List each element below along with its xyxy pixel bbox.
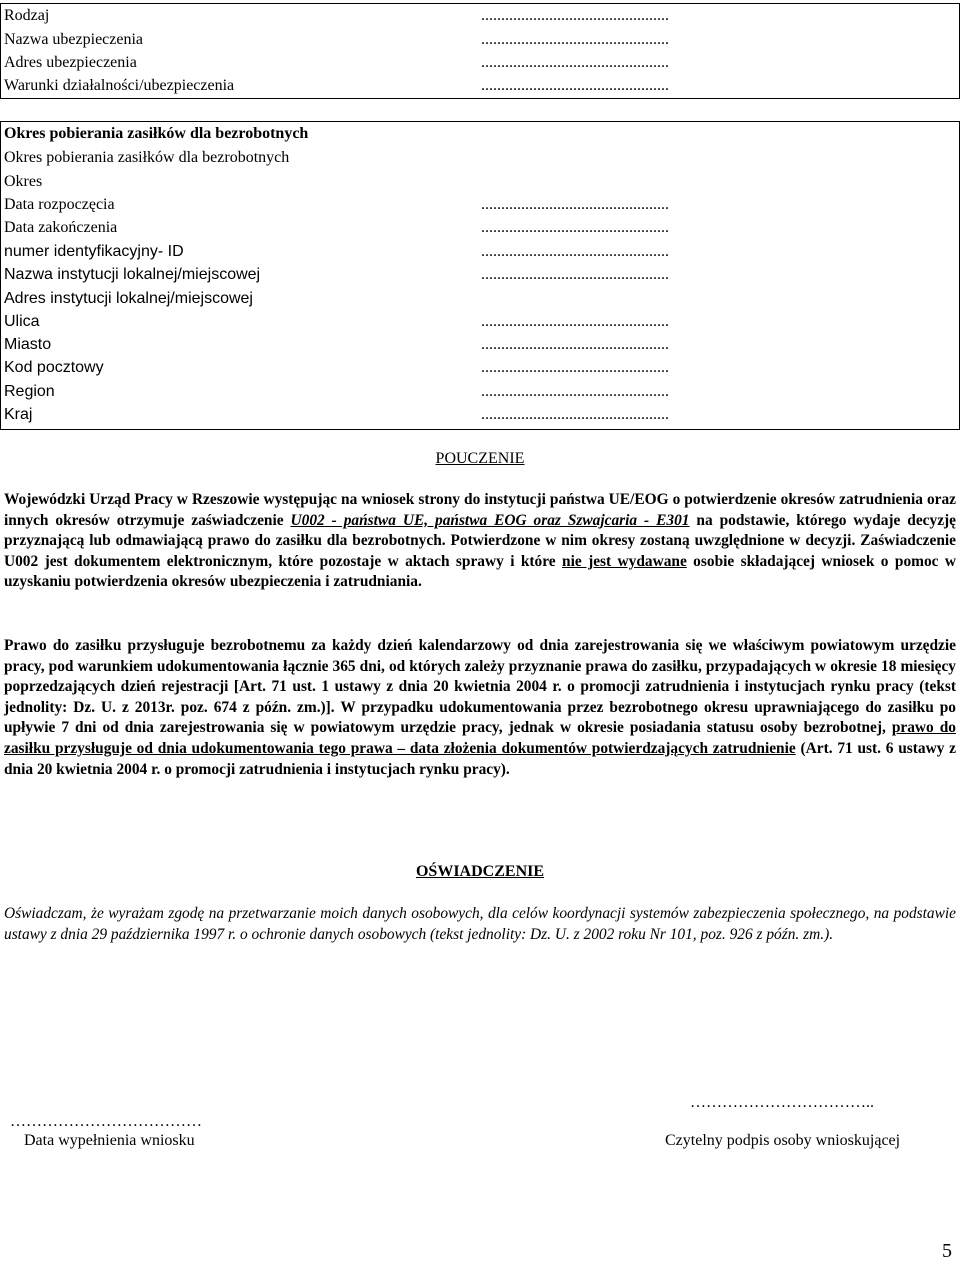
pouczenie-p2-underlined: prawo do zasiłku przysługuje od dnia udokumentowania tego prawa – data złożenia dokumentów potwierdzających zatrudnienie	[4, 719, 956, 757]
pouczenie-p1-text-a: Wojewódzki Urząd Pracy w Rzeszowie występując na wniosek strony do instytucji państwa UE/EOG o potwierdzenie okresów zatrudnienia oraz innych okresów otrzymuje zaświadczenie	[4, 491, 956, 529]
field-dots-rodzaj[interactable]: ...............................................	[481, 7, 669, 24]
field-label-data-zakonczenia: Data zakończenia	[4, 219, 118, 236]
pouczenie-p1-document-ref: U002 - państwa UE, państwa EOG oraz Szwajcaria - E301	[290, 511, 690, 529]
field-label-miasto: Miasto	[4, 336, 52, 353]
field-label-adres-ubezpieczenia: Adres ubezpieczenia	[4, 54, 137, 71]
field-dots-data-zakonczenia[interactable]: ...............................................	[481, 219, 669, 236]
field-label-data-rozpoczecia: Data rozpoczęcia	[4, 196, 115, 213]
field-label-ulica: Ulica	[4, 313, 40, 330]
period-subheading: Okres pobierania zasiłków dla bezrobotnych	[4, 149, 290, 166]
field-label-nazwa-ubezpieczenia: Nazwa ubezpieczenia	[4, 31, 144, 48]
applicant-signature-line[interactable]: ……………………………..	[690, 1094, 874, 1111]
pouczenie-p1-text-b: na podstawie, którego wydaje decyzję przyznającą lub odmawiającą prawo do zasiłku dla bezrobotnych. Potwierdzone w nim okresy zostaną uwzględnione w decyzji. Zaświadczenie U002 jest dokumentem elektronicznym, które pozostaje w aktach sprawy i które	[4, 511, 956, 570]
field-dots-data-rozpoczecia[interactable]: ...............................................	[481, 196, 669, 213]
pouczenie-paragraph-2	[4, 636, 956, 780]
field-label-region: Region	[4, 383, 55, 400]
address-heading: Adres instytucji lokalnej/miejscowej	[4, 290, 253, 307]
field-label-rodzaj: Rodzaj	[4, 7, 50, 24]
field-dots-nazwa-instytucji[interactable]: ...............................................	[481, 266, 669, 283]
field-label-warunki: Warunki działalności/ubezpieczenia	[4, 77, 235, 94]
pouczenie-title: POUCZENIE	[435, 450, 525, 467]
pouczenie-p2-text-a: Prawo do zasiłku przysługuje bezrobotnemu za każdy dzień kalendarzowy od dnia zarejestrowania się we właściwym powiatowym urzędzie pracy, pod warunkiem udokumentowania łącznie 365 dni, od których zależy przyznanie prawa do zasiłku, przypadających w okresie 18 miesięcy poprzedzających dzień rejestracji [Art. 71 ust. 1 ustawy z dnia 20 kwietnia 2004 r. o promocji zatrudnienia i instytucjach rynku pracy (tekst jednolity: Dz. U. z 2013r. poz. 674 z późn. zm.)]. W przypadku udokumentowania przez bezrobotnego okresu uprawniającego do zasiłku po upływie 7 dni od dnia zarejestrowania się w powiatowym urzędzie pracy, jednak w okresie posiadania statusu osoby bezrobotnej,	[4, 637, 956, 737]
field-dots-numer-id[interactable]: ...............................................	[481, 243, 669, 260]
field-dots-ulica[interactable]: ...............................................	[481, 313, 669, 330]
applicant-signature-label: Czytelny podpis osoby wnioskującej	[665, 1132, 901, 1149]
field-label-kod-pocztowy: Kod pocztowy	[4, 359, 104, 376]
pouczenie-p1-text-c: osobie składającej wniosek o pomoc w uzyskaniu potwierdzenia okresów ubezpieczenia i zatrudniania.	[4, 552, 956, 591]
oswiadczenie-title: OŚWIADCZENIE	[415, 863, 545, 880]
date-signature-label: Data wypełnienia wniosku	[24, 1132, 195, 1149]
field-label-kraj: Kraj	[4, 406, 33, 423]
okres-label: Okres	[4, 173, 43, 190]
field-dots-kraj[interactable]: ...............................................	[481, 406, 669, 423]
oswiadczenie-text: Oświadczam, że wyrażam zgodę na przetwarzanie moich danych osobowych, dla celów koordynacji systemów zabezpieczenia społecznego, na podstawie ustawy z dnia 29 października 1997 r. o ochronie danych osobowych (tekst jednolity: Dz. U. z 2002 roku Nr 101, poz. 926 z późn. zm.).	[4, 905, 956, 943]
field-label-numer-id: numer identyfikacyjny- ID	[4, 243, 184, 260]
field-dots-region[interactable]: ...............................................	[481, 383, 669, 400]
pouczenie-p2-text-b: (Art. 71 ust. 6 ustawy z dnia 20 kwietnia 2004 r. o promocji zatrudnienia i instytucjach rynku pracy).	[4, 739, 957, 778]
field-dots-nazwa-ubezpieczenia[interactable]: ...............................................	[481, 31, 669, 48]
pouczenie-p1-not-issued: nie jest wydawane	[562, 552, 687, 570]
pouczenie-paragraph-1	[4, 490, 956, 593]
field-dots-warunki[interactable]: ...............................................	[481, 77, 669, 94]
page-number: 5	[942, 1240, 952, 1262]
field-dots-adres-ubezpieczenia[interactable]: ...............................................	[481, 54, 669, 71]
field-dots-kod-pocztowy[interactable]: ...............................................	[481, 359, 669, 376]
field-dots-miasto[interactable]: ...............................................	[481, 336, 669, 353]
field-label-nazwa-instytucji: Nazwa instytucji lokalnej/miejscowej	[4, 266, 261, 283]
period-heading: Okres pobierania zasiłków dla bezrobotnych	[4, 125, 309, 142]
date-signature-line[interactable]: ………………………………	[10, 1113, 202, 1130]
